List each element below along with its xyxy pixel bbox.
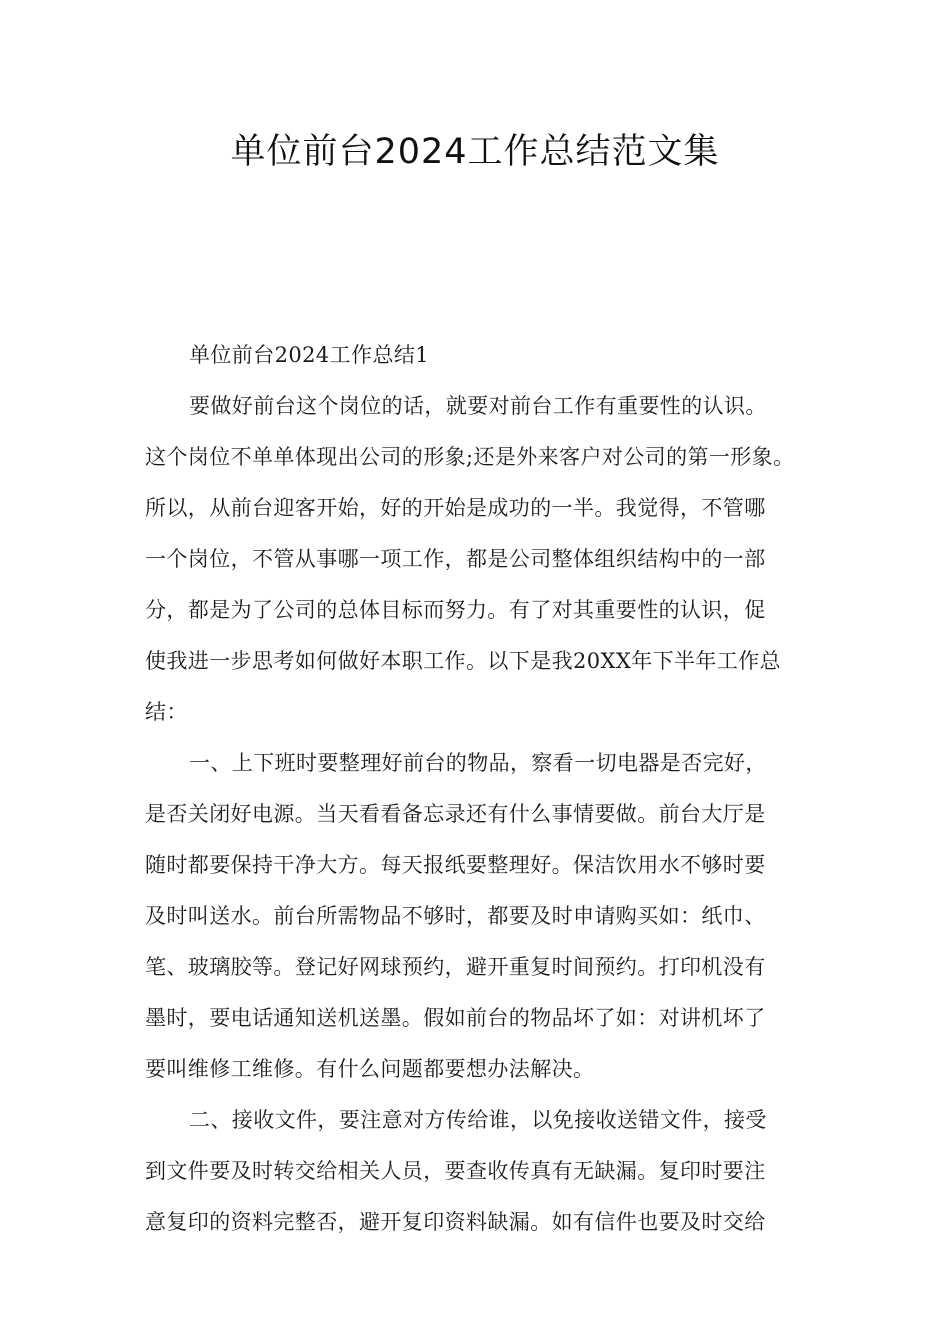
- paragraph-line: 这个岗位不单单体现出公司的形象;还是外来客户对公司的第一形象。: [145, 445, 795, 469]
- paragraph-line: 要做好前台这个岗位的话，就要对前台工作有重要性的认识。: [189, 394, 767, 418]
- paragraph-line: 是否关闭好电源。当天看看备忘录还有什么事情要做。前台大厅是: [145, 802, 766, 826]
- paragraph-line: 要叫维修工维修。有什么问题都要想办法解决。: [145, 1057, 595, 1081]
- paragraph-line: 墨时，要电话通知送机送墨。假如前台的物品坏了如：对讲机坏了: [145, 1006, 766, 1030]
- paragraph-line: 一、上下班时要整理好前台的物品，察看一切电器是否完好，: [189, 751, 767, 775]
- paragraph-line: 笔、玻璃胶等。登记好网球预约，避开重复时间预约。打印机没有: [145, 955, 766, 979]
- paragraph-line: 一个岗位，不管从事哪一项工作，都是公司整体组织结构中的一部: [145, 547, 766, 571]
- paragraph-line: 分，都是为了公司的总体目标而努力。有了对其重要性的认识，促: [145, 598, 766, 622]
- paragraph-line: 所以，从前台迎客开始，好的开始是成功的一半。我觉得，不管哪: [145, 496, 766, 520]
- paragraph-line: 到文件要及时转交给相关人员，要查收传真有无缺漏。复印时要注: [145, 1159, 766, 1183]
- paragraph-line: 使我进一步思考如何做好本职工作。以下是我20XX年下半年工作总: [145, 649, 782, 673]
- paragraph-line: 结：: [145, 700, 188, 724]
- document-title: 单位前台2024工作总结范文集: [230, 132, 720, 172]
- paragraph-line: 意复印的资料完整否，避开复印资料缺漏。如有信件也要及时交给: [145, 1210, 766, 1234]
- paragraph-line: 二、接收文件，要注意对方传给谁，以免接收送错文件，接受: [189, 1108, 767, 1132]
- section-heading: 单位前台2024工作总结1: [189, 343, 430, 367]
- document-body: [145, 330, 817, 1248]
- paragraph-line: 及时叫送水。前台所需物品不够时，都要及时申请购买如：纸巾、: [145, 904, 766, 928]
- paragraph-line: 随时都要保持干净大方。每天报纸要整理好。保洁饮用水不够时要: [145, 853, 766, 877]
